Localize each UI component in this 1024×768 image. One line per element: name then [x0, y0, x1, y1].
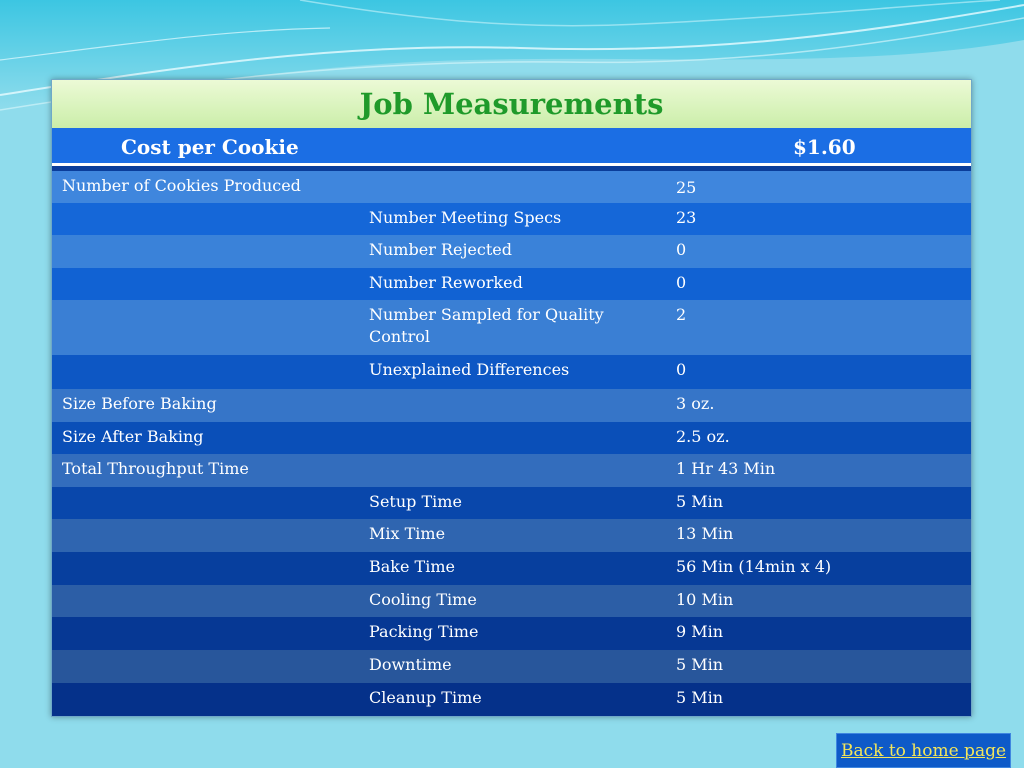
back-to-home-link[interactable]: Back to home page: [840, 740, 1007, 761]
table-row: [52, 552, 971, 585]
row-value-cell: 0: [676, 273, 687, 292]
row-category-cell: [52, 650, 359, 683]
row-category-cell: [52, 487, 359, 519]
table-row: [52, 235, 971, 268]
row-subitem-cell: Number Meeting Specs: [369, 208, 562, 227]
row-value-cell: 5 Min: [676, 688, 724, 707]
row-subitem-cell: Number Sampled for Quality Control: [369, 305, 604, 346]
row-subitem-cell: Bake Time: [369, 557, 455, 576]
page-title: Job Measurements: [359, 87, 664, 121]
row-category-cell: [52, 519, 359, 552]
row-category-cell: Number of Cookies Produced: [62, 176, 301, 195]
row-value-cell: 56 Min (14min x 4): [676, 557, 832, 576]
row-value-cell: 13 Min: [676, 524, 734, 543]
back-to-home-button[interactable]: [836, 733, 1011, 768]
row-category-cell: [52, 355, 359, 389]
table-row: [52, 617, 971, 650]
row-subitem-cell: Mix Time: [369, 524, 446, 543]
row-value-cell: 9 Min: [676, 622, 724, 641]
row-value-cell: 3 oz.: [676, 394, 715, 413]
row-value-cell: 10 Min: [676, 590, 734, 609]
table-row: [52, 683, 971, 716]
row-category-cell: [52, 683, 359, 716]
row-value-cell: 5 Min: [676, 655, 724, 674]
table-row: [52, 171, 971, 203]
cost-header-row: [52, 128, 971, 166]
row-category-cell: [52, 585, 359, 617]
table-row: [52, 300, 971, 355]
cost-label: Cost per Cookie: [121, 135, 299, 159]
row-subitem-cell: [359, 171, 666, 203]
table-row: [52, 585, 971, 617]
row-subitem-cell: Number Rejected: [369, 240, 512, 259]
row-subitem-cell: [359, 422, 666, 454]
table-row: [52, 454, 971, 487]
row-value-cell: 25: [676, 178, 697, 197]
row-value-cell: 0: [676, 360, 687, 379]
row-category-cell: [52, 203, 359, 235]
table-row: [52, 268, 971, 300]
row-subitem-cell: Packing Time: [369, 622, 479, 641]
row-subitem-cell: Setup Time: [369, 492, 462, 511]
row-value-cell: 0: [676, 240, 687, 259]
row-value-cell: 23: [676, 208, 697, 227]
row-category-cell: [52, 617, 359, 650]
row-category-cell: Size After Baking: [62, 427, 204, 446]
row-subitem-cell: [359, 389, 666, 422]
row-subitem-cell: [359, 454, 666, 487]
table-row: [52, 487, 971, 519]
table-row: [52, 422, 971, 454]
row-value-cell: 1 Hr 43 Min: [676, 459, 776, 478]
row-subitem-cell: Number Reworked: [369, 273, 523, 292]
table-row: [52, 389, 971, 422]
table-row: [52, 650, 971, 683]
row-category-cell: [52, 268, 359, 300]
row-subitem-cell: Unexplained Differences: [369, 360, 570, 379]
row-subitem-cell: Cooling Time: [369, 590, 477, 609]
table-row: [52, 203, 971, 235]
measurements-table: [52, 171, 971, 716]
row-category-cell: [52, 300, 359, 355]
row-value-cell: 2.5 oz.: [676, 427, 730, 446]
title-bar: [52, 80, 971, 128]
table-row: [52, 519, 971, 552]
row-category-cell: [52, 552, 359, 585]
row-value-cell: 5 Min: [676, 492, 724, 511]
row-category-cell: Total Throughput Time: [62, 459, 249, 478]
row-category-cell: Size Before Baking: [62, 394, 217, 413]
row-category-cell: [52, 235, 359, 268]
row-subitem-cell: Downtime: [369, 655, 452, 674]
cost-value: $1.60: [793, 135, 856, 159]
table-row: [52, 355, 971, 389]
measurements-panel: [51, 79, 972, 717]
row-value-cell: 2: [676, 305, 687, 324]
row-subitem-cell: Cleanup Time: [369, 688, 482, 707]
